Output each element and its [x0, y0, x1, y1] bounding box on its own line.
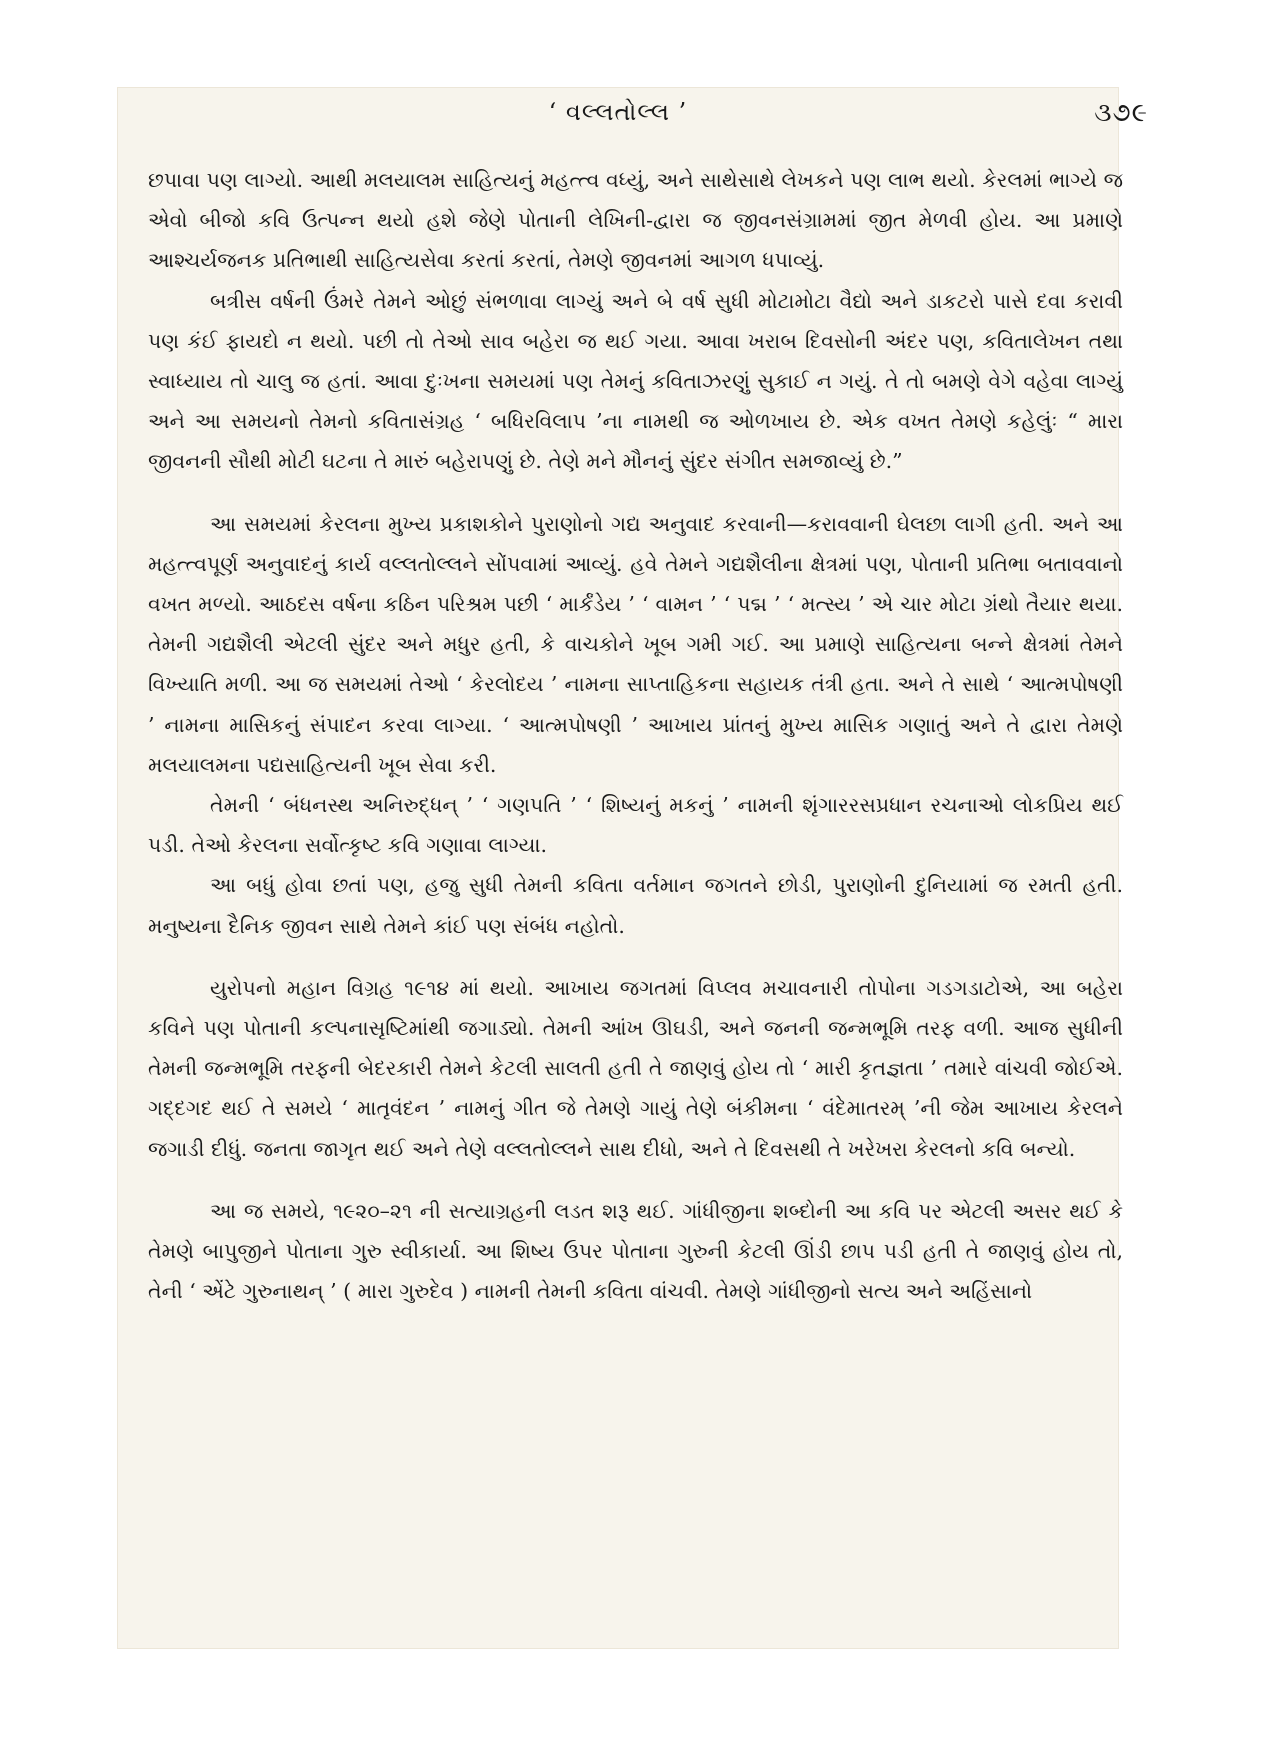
paragraph-satyagraha: આ જ સમયે, ૧૯૨૦–૨૧ ની સત્યાગ્રહની લડત શરૂ થઈ. ગાંધીજીના શબ્દોની આ કવિ પર એટલી અસર થઈ કે તેમણે બાપુજીને પોતાના ગુરુ સ્વીકાર્યા. આ શિષ્ય ઉપર પોતાના ગુરુની કેટલી ઊંડી છાપ પડી હતી તે જાણવું હોય તો, તેની ‘ એંટે ગુરુનાથન્ ’ ( મારા ગુરુદેવ ) નામની તેમની કવિતા વાંચવી. તેમણે ગાંધીજીનો સત્ય અને અહિંસાનો — [148, 1198, 1123, 1304]
paragraph-puranic-world: આ બધું હોવા છતાં પણ, હજુ સુધી તેમની કવિતા વર્તમાન જગતને છોડી, પુરાણોની દુનિયામાં જ રમતી હતી. મનુષ્યના દૈનિક જીવન સાથે તેમને કાંઈ પણ સંબંધ નહોતો. — [148, 873, 1123, 938]
paragraph-world-war: યુરોપનો મહાન વિગ્રહ ૧૯૧૪ માં થયો. આખાય જગતમાં વિપ્લવ મચાવનારી તોપોના ગડગડાટોએ, આ બહેરા કવિને પણ પોતાની કલ્પનાસૃષ્ટિમાંથી જગાડ્યો. તેમની આંખ ઊઘડી, અને જનની જન્મભૂમિ તરફ વળી. આજ સુધીની તેમની જન્મભૂમિ તરફની બેદરકારી તેમને કેટલી સાલતી હતી તે જાણવું હોય તો ‘ મારી કૃતજ્ઞતા ’ તમારે વાંચવી જોઈએ. ગદ્દગદ થઈ તે સમયે ‘ માતૃવંદન ’ નામનું ગીત જે તેમણે ગાયું તેણે બંકીમના ‘ વંદેમાતરમ્ ’ની જેમ આખાય કેરલને જગાડી દીધું. જનતા જાગૃત થઈ અને તેણે વલ્લતોલ્લને સાથ દીધો, અને તે દિવસથી તે ખરેખરા કેરલનો કવિ બન્યો. — [148, 975, 1123, 1161]
book-page — [118, 88, 1148, 1648]
body-text — [148, 160, 1123, 1311]
page-number: ૩૭૯ — [1094, 98, 1148, 128]
page-header — [118, 88, 1148, 148]
running-title: ‘ વલ્લતોલ્લ ’ — [548, 98, 688, 126]
paragraph-prose-translation: આ સમયમાં કેરલના મુખ્ય પ્રકાશકોને પુરાણોનો ગદ્ય અનુવાદ કરવાની—કરાવવાની ઘેલછા લાગી હતી. અને આ મહત્ત્વપૂર્ણ અનુવાદનું કાર્ય વલ્લતોલ્લને સોંપવામાં આવ્યું. હવે તેમને ગદ્યશૈલીના ક્ષેત્રમાં પણ, પોતાની પ્રતિભા બતાવવાનો વખત મળ્યો. આઠદસ વર્ષના કઠિન પરિશ્રમ પછી ‘ માર્કંડેય ’ ‘ વામન ’ ‘ પદ્મ ’ ‘ મત્સ્ય ’ એ ચાર મોટા ગ્રંથો તૈયાર થયા. તેમની ગદ્યશૈલી એટલી સુંદર અને મધુર હતી, કે વાચકોને ખૂબ ગમી ગઈ. આ પ્રમાણે સાહિત્યના બન્ને ક્ષેત્રમાં તેમને વિખ્યાતિ મળી. આ જ સમયમાં તેઓ ‘ કેરલોદય ’ નામના સાપ્તાહિકના સહાયક તંત્રી હતા. અને તે સાથે ‘ આત્મપોષણી ’ નામના માસિકનું સંપાદન કરવા લાગ્યા. ‘ આત્મપોષણી ’ આખાય પ્રાંતનું મુખ્ય માસિક ગણાતું અને તે દ્વારા તેમણે મલયાલમના પદ્યસાહિત્યની ખૂબ સેવા કરી. — [148, 511, 1123, 777]
paragraph-continued: છપાવા પણ લાગ્યો. આથી મલયાલમ સાહિત્યનું મહત્ત્વ વધ્યું, અને સાથેસાથે લેખકને પણ લાભ થયો. કેરલમાં ભાગ્યે જ એવો બીજો કવિ ઉત્પન્ન થયો હશે જેણે પોતાની લેખિની-દ્વારા જ જીવનસંગ્રામમાં જીત મેળવી હોય. આ પ્રમાણે આશ્ચર્યજનક પ્રતિભાથી સાહિત્યસેવા કરતાં કરતાં, તેમણે જીવનમાં આગળ ધપાવ્યું. — [148, 168, 1123, 273]
paragraph-deafness: બત્રીસ વર્ષની ઉંમરે તેમને ઓછું સંભળાવા લાગ્યું અને બે વર્ષ સુધી મોટામોટા વૈદ્યો અને ડાકટરો પાસે દવા કરાવી પણ કંઈ ફાયદો ન થયો. પછી તો તેઓ સાવ બહેરા જ થઈ ગયા. આવા ખરાબ દિવસોની અંદર પણ, કવિતાલેખન તથા સ્વાધ્યાય તો ચાલુ જ હતાં. આવા દુઃખના સમયમાં પણ તેમનું કવિતાઝરણું સુકાઈ ન ગયું. તે તો બમણે વેગે વહેવા લાગ્યું અને આ સમયનો તેમનો કવિતાસંગ્રહ ‘ બધિરવિલાપ ’ના નામથી જ ઓળખાય છે. એક વખત તેમણે કહેલુંઃ “ મારા જીવનની સૌથી મોટી ઘટના તે મારું બહેરાપણું છે. તેણે મને મૌનનું સુંદર સંગીત સમજાવ્યું છે.” — [148, 288, 1123, 474]
paragraph-popular-works: તેમની ‘ બંધનસ્થ અનિરુદ્ધન્ ’ ‘ ગણપતિ ’ ‘ શિષ્યનું મકનું ’ નામની શૃંગારરસપ્રધાન રચનાઓ લોકપ્રિય થઈ પડી. તેઓ કેરલના સર્વોત્કૃષ્ટ કવિ ગણાવા લાગ્યા. — [148, 793, 1123, 858]
